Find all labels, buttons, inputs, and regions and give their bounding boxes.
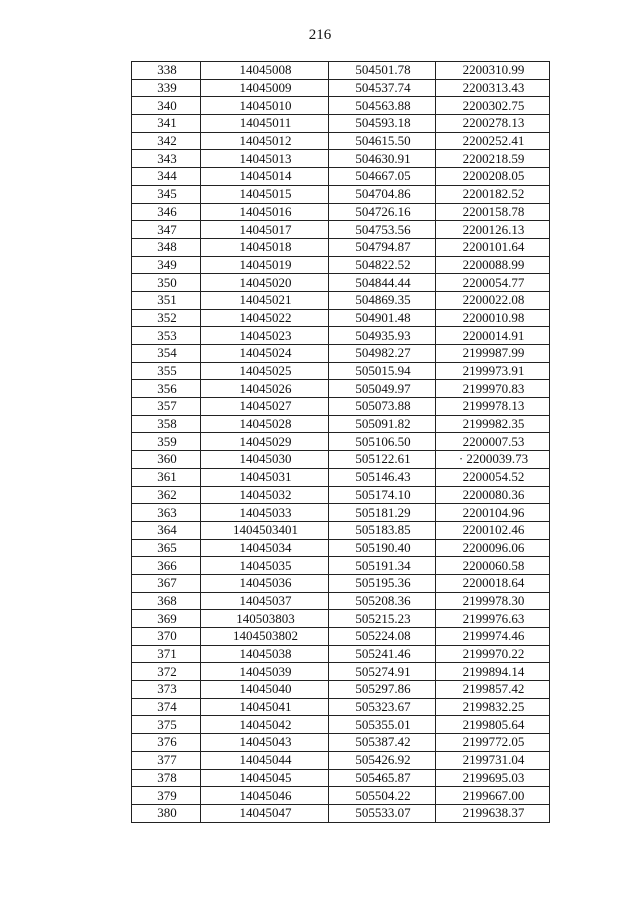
- table-row: [132, 504, 550, 522]
- x-coordinate-cell: 505015.94: [329, 362, 436, 380]
- x-coordinate-cell: 504563.88: [329, 97, 436, 115]
- x-coordinate-cell: 505465.87: [329, 769, 436, 787]
- x-coordinate-cell: 505191.34: [329, 557, 436, 575]
- point-id-cell: 14045042: [201, 716, 329, 734]
- x-coordinate-cell: 505106.50: [329, 433, 436, 451]
- point-id-cell: 14045046: [201, 787, 329, 805]
- table-row: [132, 362, 550, 380]
- row-index-cell: 348: [132, 238, 201, 256]
- x-coordinate-cell: 504593.18: [329, 115, 436, 133]
- y-coordinate-cell: 2199973.91: [436, 362, 550, 380]
- point-id-cell: 14045010: [201, 97, 329, 115]
- x-coordinate-cell: 505190.40: [329, 539, 436, 557]
- table-row: [132, 238, 550, 256]
- table-row: [132, 681, 550, 699]
- y-coordinate-cell: 2200182.52: [436, 185, 550, 203]
- x-coordinate-cell: 505195.36: [329, 574, 436, 592]
- point-id-cell: 14045025: [201, 362, 329, 380]
- x-coordinate-cell: 505073.88: [329, 398, 436, 416]
- y-coordinate-cell: 2200278.13: [436, 115, 550, 133]
- table-row: [132, 734, 550, 752]
- point-id-cell: 14045023: [201, 327, 329, 345]
- table-row: [132, 62, 550, 80]
- row-index-cell: 370: [132, 628, 201, 646]
- table-row: [132, 150, 550, 168]
- table-row: [132, 486, 550, 504]
- x-coordinate-cell: 505387.42: [329, 734, 436, 752]
- row-index-cell: 362: [132, 486, 201, 504]
- y-coordinate-cell: 2200102.46: [436, 521, 550, 539]
- x-coordinate-cell: 505297.86: [329, 681, 436, 699]
- x-coordinate-cell: 504667.05: [329, 168, 436, 186]
- y-coordinate-cell: 2200080.36: [436, 486, 550, 504]
- y-coordinate-cell: 2199976.63: [436, 610, 550, 628]
- point-id-cell: 14045012: [201, 132, 329, 150]
- row-index-cell: 359: [132, 433, 201, 451]
- row-index-cell: 345: [132, 185, 201, 203]
- table-row: [132, 663, 550, 681]
- point-id-cell: 14045031: [201, 468, 329, 486]
- y-coordinate-cell: 2200007.53: [436, 433, 550, 451]
- y-coordinate-cell: 2200054.77: [436, 274, 550, 292]
- table-row: [132, 221, 550, 239]
- x-coordinate-cell: 505533.07: [329, 804, 436, 822]
- row-index-cell: 344: [132, 168, 201, 186]
- table-row: [132, 787, 550, 805]
- point-id-cell: 1404503802: [201, 628, 329, 646]
- row-index-cell: 380: [132, 804, 201, 822]
- row-index-cell: 350: [132, 274, 201, 292]
- row-index-cell: 347: [132, 221, 201, 239]
- y-coordinate-cell: 2199894.14: [436, 663, 550, 681]
- point-id-cell: 14045038: [201, 645, 329, 663]
- table-row: [132, 451, 550, 469]
- row-index-cell: 373: [132, 681, 201, 699]
- row-index-cell: 377: [132, 751, 201, 769]
- table-row: [132, 398, 550, 416]
- point-id-cell: 14045044: [201, 751, 329, 769]
- row-index-cell: 342: [132, 132, 201, 150]
- x-coordinate-cell: 505504.22: [329, 787, 436, 805]
- row-index-cell: 357: [132, 398, 201, 416]
- x-coordinate-cell: 504537.74: [329, 79, 436, 97]
- x-coordinate-cell: 505355.01: [329, 716, 436, 734]
- x-coordinate-cell: 504901.48: [329, 309, 436, 327]
- table-row: [132, 168, 550, 186]
- y-coordinate-cell: 2200014.91: [436, 327, 550, 345]
- row-index-cell: 351: [132, 291, 201, 309]
- y-coordinate-cell: 2199974.46: [436, 628, 550, 646]
- table-row: [132, 628, 550, 646]
- page-number: 216: [308, 27, 332, 43]
- y-coordinate-cell: 2200252.41: [436, 132, 550, 150]
- point-id-cell: 14045045: [201, 769, 329, 787]
- table-row: [132, 610, 550, 628]
- point-id-cell: 14045034: [201, 539, 329, 557]
- y-coordinate-cell: 2200104.96: [436, 504, 550, 522]
- point-id-cell: 14045047: [201, 804, 329, 822]
- table-row: [132, 345, 550, 363]
- table-row: [132, 291, 550, 309]
- row-index-cell: 371: [132, 645, 201, 663]
- row-index-cell: 346: [132, 203, 201, 221]
- table-row: [132, 574, 550, 592]
- y-coordinate-cell: 2199772.05: [436, 734, 550, 752]
- y-coordinate-cell: 2200088.99: [436, 256, 550, 274]
- x-coordinate-cell: 505224.08: [329, 628, 436, 646]
- x-coordinate-cell: 505215.23: [329, 610, 436, 628]
- row-index-cell: 352: [132, 309, 201, 327]
- table-row: [132, 468, 550, 486]
- row-index-cell: 360: [132, 451, 201, 469]
- y-coordinate-cell: 2199731.04: [436, 751, 550, 769]
- y-coordinate-cell: 2200096.06: [436, 539, 550, 557]
- y-coordinate-cell: 2200313.43: [436, 79, 550, 97]
- x-coordinate-cell: 505146.43: [329, 468, 436, 486]
- table-row: [132, 539, 550, 557]
- x-coordinate-cell: 505122.61: [329, 451, 436, 469]
- table-row: [132, 203, 550, 221]
- point-id-cell: 14045035: [201, 557, 329, 575]
- point-id-cell: 14045024: [201, 345, 329, 363]
- y-coordinate-cell: 2199667.00: [436, 787, 550, 805]
- x-coordinate-cell: 505183.85: [329, 521, 436, 539]
- point-id-cell: 14045041: [201, 698, 329, 716]
- x-coordinate-cell: 504869.35: [329, 291, 436, 309]
- x-coordinate-cell: 504982.27: [329, 345, 436, 363]
- y-coordinate-cell: 2200054.52: [436, 468, 550, 486]
- point-id-cell: 14045022: [201, 309, 329, 327]
- row-index-cell: 358: [132, 415, 201, 433]
- row-index-cell: 338: [132, 62, 201, 80]
- row-index-cell: 349: [132, 256, 201, 274]
- point-id-cell: 140503803: [201, 610, 329, 628]
- y-coordinate-cell: 2200302.75: [436, 97, 550, 115]
- x-coordinate-cell: 504844.44: [329, 274, 436, 292]
- point-id-cell: 14045009: [201, 79, 329, 97]
- point-id-cell: 14045040: [201, 681, 329, 699]
- y-coordinate-cell: 2200310.99: [436, 62, 550, 80]
- point-id-cell: 14045027: [201, 398, 329, 416]
- table-row: [132, 115, 550, 133]
- point-id-cell: 14045019: [201, 256, 329, 274]
- row-index-cell: 340: [132, 97, 201, 115]
- x-coordinate-cell: 505208.36: [329, 592, 436, 610]
- y-coordinate-cell: 2200208.05: [436, 168, 550, 186]
- y-coordinate-cell: 2199832.25: [436, 698, 550, 716]
- y-coordinate-cell: 2199805.64: [436, 716, 550, 734]
- table-row: [132, 716, 550, 734]
- coordinates-table: [131, 61, 550, 823]
- point-id-cell: 14045015: [201, 185, 329, 203]
- y-coordinate-cell: 2200018.64: [436, 574, 550, 592]
- x-coordinate-cell: 504794.87: [329, 238, 436, 256]
- row-index-cell: 361: [132, 468, 201, 486]
- point-id-cell: 1404503401: [201, 521, 329, 539]
- table-row: [132, 274, 550, 292]
- y-coordinate-cell: 2200022.08: [436, 291, 550, 309]
- point-id-cell: 14045032: [201, 486, 329, 504]
- table-row: [132, 327, 550, 345]
- x-coordinate-cell: 505323.67: [329, 698, 436, 716]
- point-id-cell: 14045014: [201, 168, 329, 186]
- x-coordinate-cell: 504822.52: [329, 256, 436, 274]
- y-coordinate-cell: 2199695.03: [436, 769, 550, 787]
- y-coordinate-cell: 2200060.58: [436, 557, 550, 575]
- x-coordinate-cell: 505426.92: [329, 751, 436, 769]
- row-index-cell: 366: [132, 557, 201, 575]
- row-index-cell: 367: [132, 574, 201, 592]
- table-row: [132, 521, 550, 539]
- table-row: [132, 97, 550, 115]
- row-index-cell: 379: [132, 787, 201, 805]
- table-row: [132, 380, 550, 398]
- y-coordinate-cell: · 2200039.73: [436, 451, 550, 469]
- y-coordinate-cell: 2199978.13: [436, 398, 550, 416]
- point-id-cell: 14045043: [201, 734, 329, 752]
- table-body: [132, 62, 550, 823]
- table-row: [132, 645, 550, 663]
- row-index-cell: 343: [132, 150, 201, 168]
- point-id-cell: 14045020: [201, 274, 329, 292]
- table-row: [132, 769, 550, 787]
- point-id-cell: 14045029: [201, 433, 329, 451]
- point-id-cell: 14045016: [201, 203, 329, 221]
- row-index-cell: 363: [132, 504, 201, 522]
- point-id-cell: 14045021: [201, 291, 329, 309]
- y-coordinate-cell: 2200126.13: [436, 221, 550, 239]
- point-id-cell: 14045030: [201, 451, 329, 469]
- table-row: [132, 751, 550, 769]
- table-row: [132, 557, 550, 575]
- table-row: [132, 415, 550, 433]
- y-coordinate-cell: 2200158.78: [436, 203, 550, 221]
- x-coordinate-cell: 505241.46: [329, 645, 436, 663]
- x-coordinate-cell: 504726.16: [329, 203, 436, 221]
- point-id-cell: 14045011: [201, 115, 329, 133]
- row-index-cell: 354: [132, 345, 201, 363]
- point-id-cell: 14045028: [201, 415, 329, 433]
- point-id-cell: 14045039: [201, 663, 329, 681]
- y-coordinate-cell: 2200218.59: [436, 150, 550, 168]
- x-coordinate-cell: 505181.29: [329, 504, 436, 522]
- y-coordinate-cell: 2199987.99: [436, 345, 550, 363]
- table-row: [132, 433, 550, 451]
- row-index-cell: 378: [132, 769, 201, 787]
- point-id-cell: 14045037: [201, 592, 329, 610]
- point-id-cell: 14045017: [201, 221, 329, 239]
- y-coordinate-cell: 2199982.35: [436, 415, 550, 433]
- row-index-cell: 368: [132, 592, 201, 610]
- point-id-cell: 14045033: [201, 504, 329, 522]
- y-coordinate-cell: 2200010.98: [436, 309, 550, 327]
- y-coordinate-cell: 2199970.83: [436, 380, 550, 398]
- point-id-cell: 14045026: [201, 380, 329, 398]
- table-row: [132, 592, 550, 610]
- x-coordinate-cell: 504704.86: [329, 185, 436, 203]
- table-row: [132, 309, 550, 327]
- x-coordinate-cell: 505174.10: [329, 486, 436, 504]
- y-coordinate-cell: 2199857.42: [436, 681, 550, 699]
- y-coordinate-cell: 2199978.30: [436, 592, 550, 610]
- row-index-cell: 353: [132, 327, 201, 345]
- table-row: [132, 256, 550, 274]
- table-row: [132, 698, 550, 716]
- x-coordinate-cell: 504935.93: [329, 327, 436, 345]
- x-coordinate-cell: 505049.97: [329, 380, 436, 398]
- point-id-cell: 14045008: [201, 62, 329, 80]
- row-index-cell: 375: [132, 716, 201, 734]
- x-coordinate-cell: 505274.91: [329, 663, 436, 681]
- x-coordinate-cell: 504753.56: [329, 221, 436, 239]
- x-coordinate-cell: 504630.91: [329, 150, 436, 168]
- point-id-cell: 14045036: [201, 574, 329, 592]
- y-coordinate-cell: 2199638.37: [436, 804, 550, 822]
- table-row: [132, 132, 550, 150]
- table-row: [132, 804, 550, 822]
- y-coordinate-cell: 2200101.64: [436, 238, 550, 256]
- row-index-cell: 355: [132, 362, 201, 380]
- row-index-cell: 339: [132, 79, 201, 97]
- point-id-cell: 14045013: [201, 150, 329, 168]
- row-index-cell: 364: [132, 521, 201, 539]
- table-row: [132, 79, 550, 97]
- row-index-cell: 376: [132, 734, 201, 752]
- row-index-cell: 341: [132, 115, 201, 133]
- row-index-cell: 372: [132, 663, 201, 681]
- x-coordinate-cell: 504501.78: [329, 62, 436, 80]
- y-coordinate-cell: 2199970.22: [436, 645, 550, 663]
- row-index-cell: 369: [132, 610, 201, 628]
- row-index-cell: 356: [132, 380, 201, 398]
- x-coordinate-cell: 505091.82: [329, 415, 436, 433]
- row-index-cell: 374: [132, 698, 201, 716]
- point-id-cell: 14045018: [201, 238, 329, 256]
- x-coordinate-cell: 504615.50: [329, 132, 436, 150]
- row-index-cell: 365: [132, 539, 201, 557]
- table-row: [132, 185, 550, 203]
